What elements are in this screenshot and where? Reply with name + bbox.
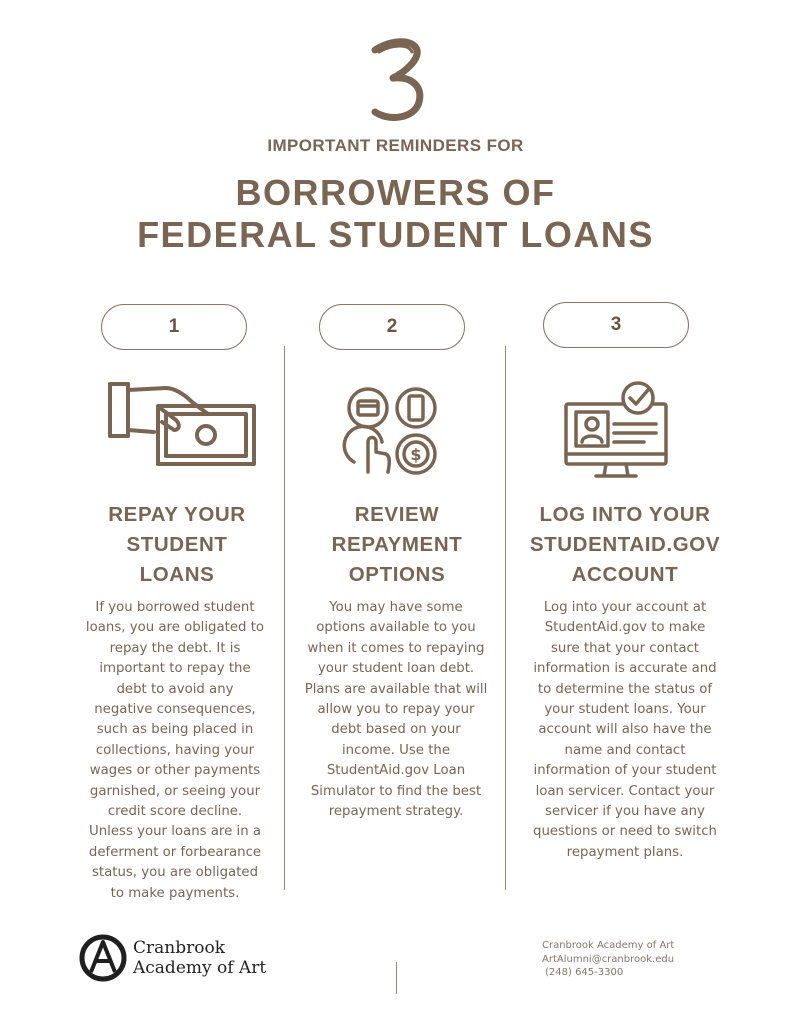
step-badge-1: 1 — [101, 304, 247, 350]
contact-name: Cranbrook Academy of Art — [542, 940, 675, 951]
logo-wordmark: Cranbrook Academy of Art — [133, 938, 267, 978]
column-3-title: LOG INTO YOUR STUDENTAID.GOV ACCOUNT — [529, 503, 721, 586]
computer-profile-check-icon — [534, 380, 694, 480]
cranbrook-logo-icon — [79, 934, 127, 982]
column-divider-2 — [505, 346, 506, 890]
step-badge-2: 2 — [319, 304, 465, 350]
column-1-title: REPAY YOUR STUDENT LOANS — [108, 503, 246, 586]
payment-options-icon — [316, 384, 476, 484]
contact-info — [542, 939, 674, 980]
subtitle: IMPORTANT REMINDERS FOR — [267, 136, 524, 155]
column-divider-1 — [284, 346, 285, 890]
number-three-graphic — [345, 28, 445, 128]
title-line-2: FEDERAL STUDENT LOANS — [137, 214, 654, 255]
footer-divider — [396, 962, 397, 994]
dollar-glyph: $ — [410, 445, 422, 464]
column-1-body: If you borrowed student loans, you are obligated to repay the debt. It is important to repay the debt to avoid any negative consequences, such as being placed in collections, having your wages or other payments garnished, or seeing your credit score decline. Unless your loans are in a deferment or forbearance status, you are obligated to make payments. — [85, 600, 265, 901]
column-3-body: Log into your account at StudentAid.gov to make sure that your contact information is accurate and to determine the status of your student loans. Your account will also have the name and contact information of your student loan servicer. Contact your servicer if you have any questions or need to switch repayment plans. — [533, 600, 717, 860]
column-2-title: REVIEW REPAYMENT OPTIONS — [331, 503, 463, 586]
contact-email[interactable]: ArtAlumni@cranbrook.edu — [542, 953, 675, 965]
page-title — [0, 172, 791, 256]
contact-phone: (248) 645-3300 — [545, 967, 624, 978]
title-line-1: BORROWERS OF — [235, 172, 556, 213]
column-2-body: You may have some options available to you when it comes to repaying your student loan debt. Plans are available that will allow you to repay your debt based on your income. Use the StudentAid.gov Loan Simulator to find the best repayment strategy. — [304, 600, 488, 820]
hand-money-icon — [104, 380, 264, 480]
step-badge-3: 3 — [543, 302, 689, 348]
